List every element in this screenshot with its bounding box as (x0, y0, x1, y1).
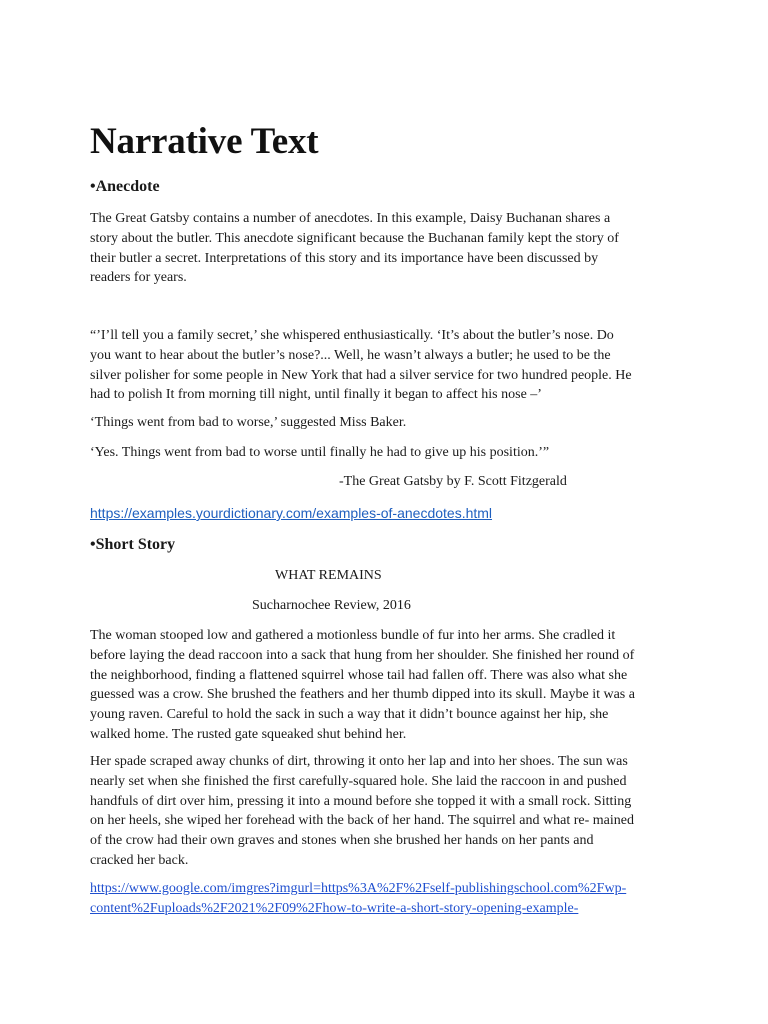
paragraph-line: on her heels, she wiped her forehead with the back of her hand. The squirrel and what re- mained (90, 813, 634, 829)
story-publication: Sucharnochee Review, 2016 (252, 598, 411, 613)
anecdote-source-link[interactable]: https://examples.yourdictionary.com/examples-of-anecdotes.html (90, 505, 493, 521)
story-title: WHAT REMAINS (275, 568, 382, 583)
paragraph-line: readers for years. (90, 270, 187, 286)
quote-line: had to polish It from morning till night, until finally it began to affect his nose –’ (90, 387, 542, 403)
gatsby-quote-paragraph (90, 326, 690, 405)
short-story-source-link[interactable] (90, 879, 626, 919)
link-line[interactable]: https://www.google.com/imgres?imgurl=https%3A%2F%2Fself-publishingschool.com%2Fwp- (90, 881, 627, 896)
gatsby-quote-line: ‘Things went from bad to worse,’ suggested Miss Baker. (90, 415, 407, 430)
paragraph-line: their butler a secret. Interpretations of this story and its importance have been discussed by (90, 250, 599, 266)
paragraph-line: handfuls of dirt over him, pressing it into a mound before she topped it with a small rock. Sitting (90, 793, 632, 809)
paragraph-line: of the crow had their own graves and stones when she brushed her hands on her pants and (90, 833, 594, 849)
quote-line: you want to hear about the butler’s nose?... Well, he wasn’t always a butler; he used to be the (90, 347, 611, 363)
paragraph-line: The woman stooped low and gathered a motionless bundle of fur into her arms. She cradled it (90, 628, 616, 643)
anecdote-heading: •Anecdote (90, 178, 160, 195)
link-line[interactable]: content%2Fuploads%2F2021%2F09%2Fhow-to-write-a-short-story-opening-example- (90, 901, 579, 916)
story-paragraph-2 (90, 752, 690, 871)
paragraph-line: Her spade scraped away chunks of dirt, throwing it onto her lap and into her shoes. The sun was (90, 754, 628, 769)
quote-attribution: -The Great Gatsby by F. Scott Fitzgerald (339, 474, 567, 489)
paragraph-line: walked home. The rusted gate squeaked shut behind her. (90, 726, 407, 742)
story-paragraph-1 (90, 626, 690, 745)
paragraph-line: nearly set when she finished the first carefully-squared hole. She laid the raccoon in and pushed (90, 773, 627, 789)
paragraph-line: before laying the dead raccoon into a sack that hung from her shoulder. She finished her round of (90, 647, 635, 663)
quote-line: silver polisher for some people in New York that had a silver service for two hundred people. He (90, 367, 632, 383)
anecdote-intro-paragraph (90, 209, 690, 288)
paragraph-line: The Great Gatsby contains a number of anecdotes. In this example, Daisy Buchanan shares a (90, 211, 611, 226)
page-title: Narrative Text (90, 121, 319, 162)
paragraph-line: guessed was a crow. She brushed the feathers and her thumb dipped into its skull. Maybe it was a (90, 687, 635, 703)
short-story-heading: •Short Story (90, 536, 176, 553)
paragraph-line: young raven. Careful to hold the sack in such a way that it didn’t bounce against her hip, she (90, 707, 609, 723)
paragraph-line: story about the butler. This anecdote significant because the Buchanan family kept the story of (90, 230, 619, 246)
quote-line: “’I’ll tell you a family secret,’ she whispered enthusiastically. ‘It’s about the butler’s nose. Do (90, 328, 614, 343)
paragraph-line: cracked her back. (90, 852, 189, 868)
paragraph-line: the neighborhood, finding a flattened squirrel whose tail had fallen off. There was also what she (90, 667, 628, 683)
gatsby-quote-line: ‘Yes. Things went from bad to worse until finally he had to give up his position.’” (90, 445, 550, 460)
